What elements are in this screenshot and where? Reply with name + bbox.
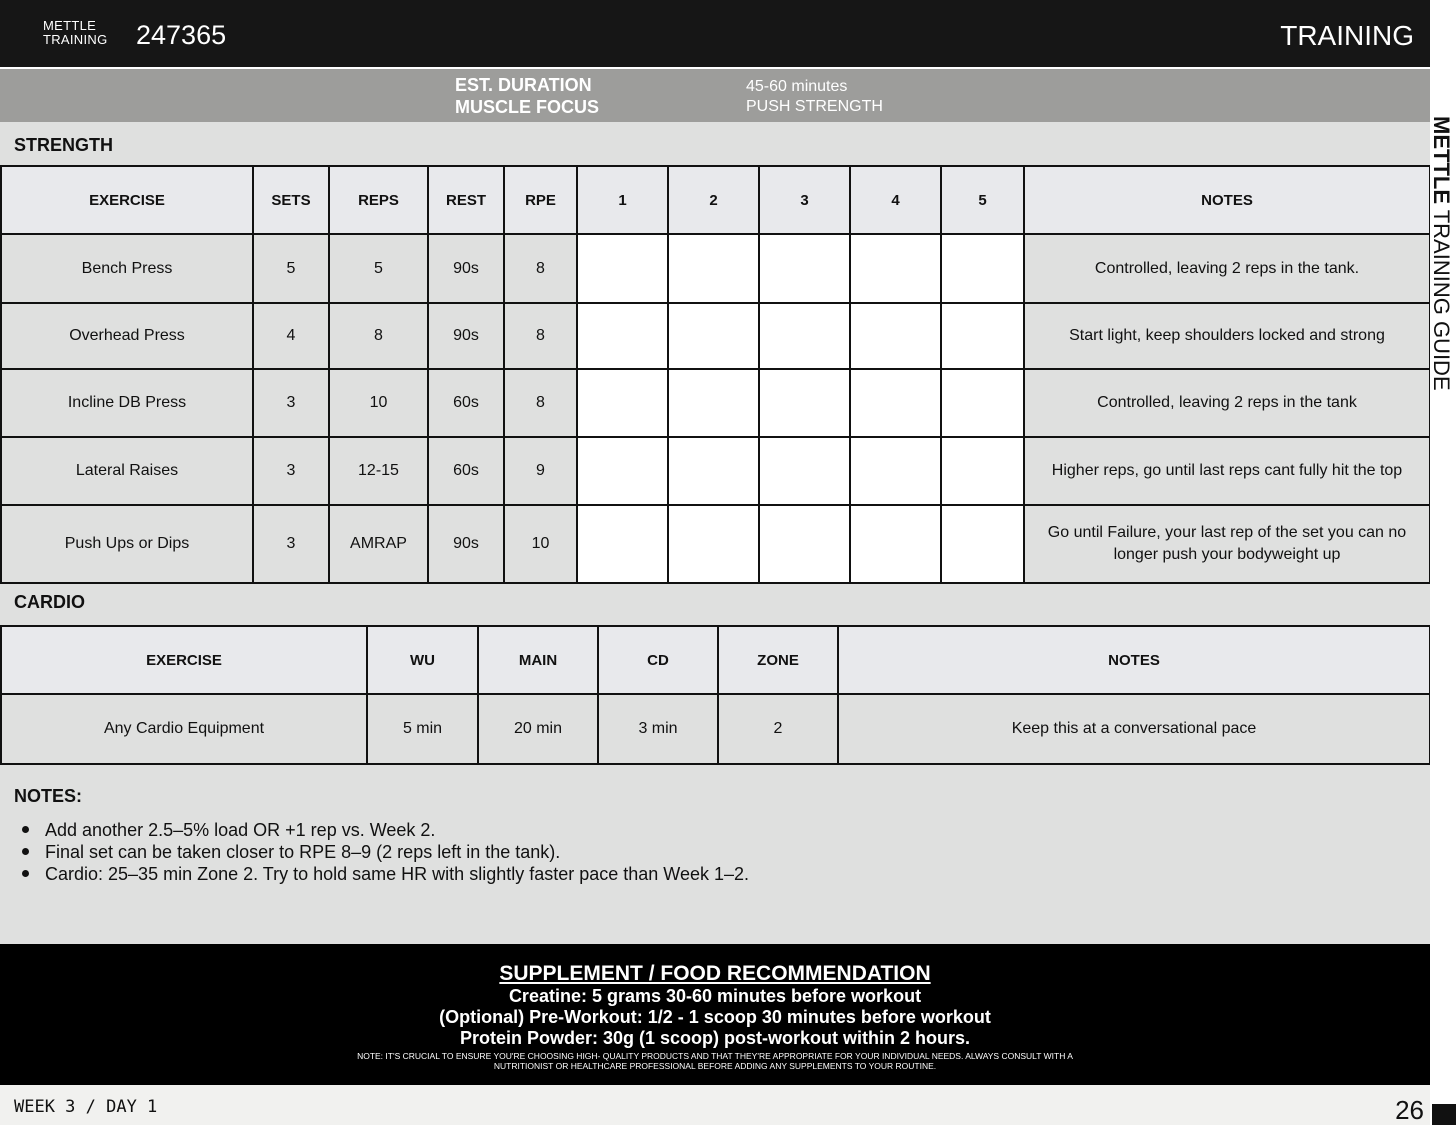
cardio-header-wu: WU: [367, 626, 478, 694]
log-cell-set-4[interactable]: [850, 369, 941, 437]
log-cell-set-3[interactable]: [759, 369, 850, 437]
rest-cell: 90s: [428, 505, 504, 583]
supplement-disclaimer: NOTE: IT'S CRUCIAL TO ENSURE YOU'RE CHOOSING HIGH- QUALITY PRODUCTS AND THAT THEY'RE APPROPRIATE FOR YOUR INDIVIDUAL NEEDS. ALWAYS CONSULT WITH A NUTRITIONIST OR HEALTHCARE PROFESSIONAL BEFORE ADDING ANY SUPPLEMENTS TO YOUR ROUTINE.: [357, 1051, 1073, 1071]
page-header: [0, 0, 1430, 67]
supplement-line-preworkout: (Optional) Pre-Workout: 1/2 - 1 scoop 30 minutes before workout: [439, 1007, 991, 1027]
table-row: [1, 437, 1430, 505]
log-cell-set-2[interactable]: [668, 369, 759, 437]
notes-title: NOTES:: [14, 786, 83, 806]
log-cell-set-1[interactable]: [577, 234, 668, 303]
cardio-header-cd: CD: [598, 626, 718, 694]
brand-logo: [43, 19, 108, 47]
strength-header-set-5: 5: [941, 166, 1024, 234]
exercise-cell: Bench Press: [1, 234, 253, 303]
reps-cell: 8: [329, 303, 428, 369]
log-cell-set-5[interactable]: [941, 505, 1024, 583]
duration-label: EST. DURATION: [455, 75, 592, 95]
rpe-cell: 10: [504, 505, 577, 583]
strength-header-reps: REPS: [329, 166, 428, 234]
log-cell-set-2[interactable]: [668, 505, 759, 583]
strength-header-rpe: RPE: [504, 166, 577, 234]
strength-header-exercise: EXERCISE: [1, 166, 253, 234]
rest-cell: 60s: [428, 437, 504, 505]
strength-header-sets: SETS: [253, 166, 329, 234]
log-cell-set-3[interactable]: [759, 234, 850, 303]
log-cell-set-2[interactable]: [668, 437, 759, 505]
supplement-title: SUPPLEMENT / FOOD RECOMMENDATION: [499, 962, 931, 985]
guide-title-vertical: [1429, 116, 1453, 391]
rpe-cell: 8: [504, 303, 577, 369]
strength-header-rest: REST: [428, 166, 504, 234]
strength-title: STRENGTH: [14, 135, 113, 155]
supplement-line-creatine: Creatine: 5 grams 30-60 minutes before workout: [508, 986, 922, 1006]
rest-cell: 60s: [428, 369, 504, 437]
sets-cell: 3: [253, 505, 329, 583]
rpe-cell: 8: [504, 369, 577, 437]
list-item: Add another 2.5–5% load OR +1 rep vs. Week 2.: [20, 819, 749, 841]
reps-cell: 10: [329, 369, 428, 437]
log-cell-set-1[interactable]: [577, 437, 668, 505]
log-cell-set-2[interactable]: [668, 234, 759, 303]
week-day-label: WEEK 3 / DAY 1: [14, 1097, 158, 1117]
exercise-cell: Lateral Raises: [1, 437, 253, 505]
log-cell-set-4[interactable]: [850, 234, 941, 303]
sets-cell: 4: [253, 303, 329, 369]
cardio-header-main: MAIN: [478, 626, 598, 694]
brand-line-2: TRAINING: [43, 32, 108, 47]
sets-cell: 3: [253, 369, 329, 437]
wu-cell: 5 min: [367, 694, 478, 764]
exercise-cell: Incline DB Press: [1, 369, 253, 437]
table-row: [1, 369, 1430, 437]
workout-body: [0, 122, 1430, 944]
reps-cell: 12-15: [329, 437, 428, 505]
focus-label: MUSCLE FOCUS: [455, 97, 599, 117]
sets-cell: 3: [253, 437, 329, 505]
cardio-title: CARDIO: [14, 592, 85, 612]
notes-cell: Keep this at a conversational pace: [838, 694, 1430, 764]
list-item: Final set can be taken closer to RPE 8–9 (2 reps left in the tank).: [20, 841, 749, 863]
strength-header-set-4: 4: [850, 166, 941, 234]
sets-cell: 5: [253, 234, 329, 303]
log-cell-set-1[interactable]: [577, 369, 668, 437]
session-meta-bar: [0, 69, 1430, 122]
cd-cell: 3 min: [598, 694, 718, 764]
notes-cell: Higher reps, go until last reps cant fully hit the top: [1024, 437, 1430, 505]
log-cell-set-5[interactable]: [941, 234, 1024, 303]
cardio-header-notes: NOTES: [838, 626, 1430, 694]
log-cell-set-5[interactable]: [941, 437, 1024, 505]
strength-table: [0, 165, 1431, 584]
log-cell-set-4[interactable]: [850, 505, 941, 583]
reps-cell: AMRAP: [329, 505, 428, 583]
main-cell: 20 min: [478, 694, 598, 764]
cardio-header-zone: ZONE: [718, 626, 838, 694]
rest-cell: 90s: [428, 303, 504, 369]
log-cell-set-5[interactable]: [941, 369, 1024, 437]
zone-cell: 2: [718, 694, 838, 764]
guide-title-bold: METTLE: [1429, 116, 1454, 204]
cardio-table: [0, 625, 1431, 765]
strength-header-set-2: 2: [668, 166, 759, 234]
brand-line-1: METTLE: [43, 18, 97, 33]
exercise-cell: Any Cardio Equipment: [1, 694, 367, 764]
reps-cell: 5: [329, 234, 428, 303]
page-number: 26: [1395, 1095, 1424, 1125]
strength-header-set-1: 1: [577, 166, 668, 234]
exercise-cell: Overhead Press: [1, 303, 253, 369]
page-tab-marker: [1432, 1104, 1456, 1125]
notes-cell: Go until Failure, your last rep of the set you can no longer push your bodyweight up: [1024, 505, 1430, 583]
header-title: TRAINING: [1280, 20, 1414, 51]
notes-list: [20, 819, 749, 885]
notes-cell: Controlled, leaving 2 reps in the tank: [1024, 369, 1430, 437]
log-cell-set-1[interactable]: [577, 505, 668, 583]
focus-value: PUSH STRENGTH: [746, 98, 883, 115]
log-cell-set-3[interactable]: [759, 303, 850, 369]
exercise-cell: Push Ups or Dips: [1, 505, 253, 583]
cardio-header-exercise: EXERCISE: [1, 626, 367, 694]
log-cell-set-4[interactable]: [850, 437, 941, 505]
rpe-cell: 9: [504, 437, 577, 505]
notes-cell: Controlled, leaving 2 reps in the tank.: [1024, 234, 1430, 303]
strength-header-set-3: 3: [759, 166, 850, 234]
table-row: [1, 234, 1430, 303]
log-cell-set-1[interactable]: [577, 303, 668, 369]
strength-header-notes: NOTES: [1024, 166, 1430, 234]
guide-title-rest: TRAINING GUIDE: [1429, 204, 1454, 391]
list-item: Cardio: 25–35 min Zone 2. Try to hold same HR with slightly faster pace than Week 1–2.: [20, 863, 749, 885]
rpe-cell: 8: [504, 234, 577, 303]
notes-cell: Start light, keep shoulders locked and strong: [1024, 303, 1430, 369]
log-cell-set-4[interactable]: [850, 303, 941, 369]
log-cell-set-2[interactable]: [668, 303, 759, 369]
table-row: [1, 505, 1430, 583]
page-footer: [0, 1085, 1430, 1125]
log-cell-set-3[interactable]: [759, 437, 850, 505]
log-cell-set-5[interactable]: [941, 303, 1024, 369]
table-row: [1, 303, 1430, 369]
duration-value: 45-60 minutes: [746, 78, 848, 95]
table-row: [1, 694, 1430, 764]
supplement-panel: [0, 944, 1430, 1085]
supplement-line-protein: Protein Powder: 30g (1 scoop) post-workout within 2 hours.: [459, 1028, 971, 1048]
rest-cell: 90s: [428, 234, 504, 303]
program-code: 247365: [136, 20, 227, 50]
log-cell-set-3[interactable]: [759, 505, 850, 583]
